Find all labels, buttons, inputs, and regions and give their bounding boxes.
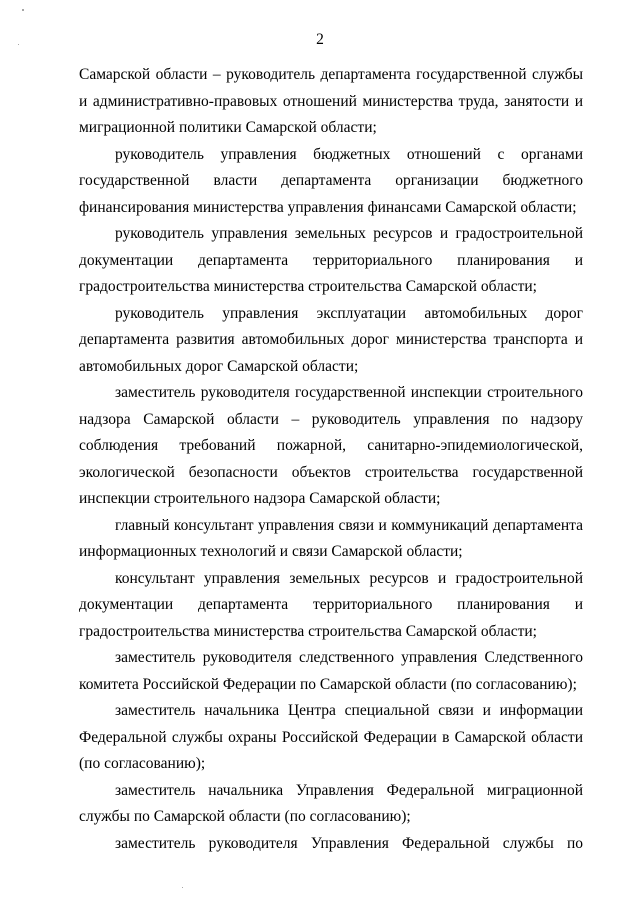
list-item-paragraph: заместитель руководителя Управления Федеральной службы по <box>115 834 583 852</box>
scan-speck <box>182 887 183 888</box>
list-item-paragraph: руководитель управления эксплуатации автомобильных дорог департамента развития автомобильных дорог министерства транспорта и автомобильных дорог Самарской области; <box>79 304 583 375</box>
list-item-paragraph: заместитель руководителя государственной инспекции строительного надзора Самарской области – руководитель управления по надзору соблюдения требований пожарной, санитарно-эпидемиологической, экологической безопасности объектов строительства государственной инспекции строительного надзора Самарской области; <box>79 384 583 507</box>
page-number: 2 <box>316 31 324 48</box>
list-item-paragraph: главный консультант управления связи и коммуникаций департамента информационных технологий и связи Самарской области; <box>79 516 583 560</box>
body-text <box>79 62 583 857</box>
list-item-paragraph: заместитель начальника Центра специальной связи и информации Федеральной службы охраны Российской Федерации в Самарской области (по согласованию); <box>79 702 583 772</box>
list-item-paragraph: заместитель начальника Управления Федеральной миграционной службы по Самарской области (по согласованию); <box>79 781 583 825</box>
scan-speck <box>22 9 24 11</box>
list-item-paragraph: консультант управления земельных ресурсов и градостроительной документации департамента территориального планирования и градостроительства министерства строительства Самарской области; <box>79 569 583 640</box>
paragraph-continuation: Самарской области – руководитель департамента государственной службы и административно-правовых отношений министерства труда, занятости и миграционной политики Самарской области; <box>79 66 583 136</box>
list-item-paragraph: руководитель управления земельных ресурсов и градостроительной документации департамента территориального планирования и градостроительства министерства строительства Самарской области; <box>79 225 583 295</box>
list-item-paragraph: заместитель руководителя следственного управления Следственного комитета Российской Федерации по Самарской области (по согласованию); <box>79 649 583 693</box>
list-item-paragraph: руководитель управления бюджетных отношений с органами государственной власти департамента организации бюджетного финансирования министерства управления финансами Самарской области; <box>79 145 583 216</box>
